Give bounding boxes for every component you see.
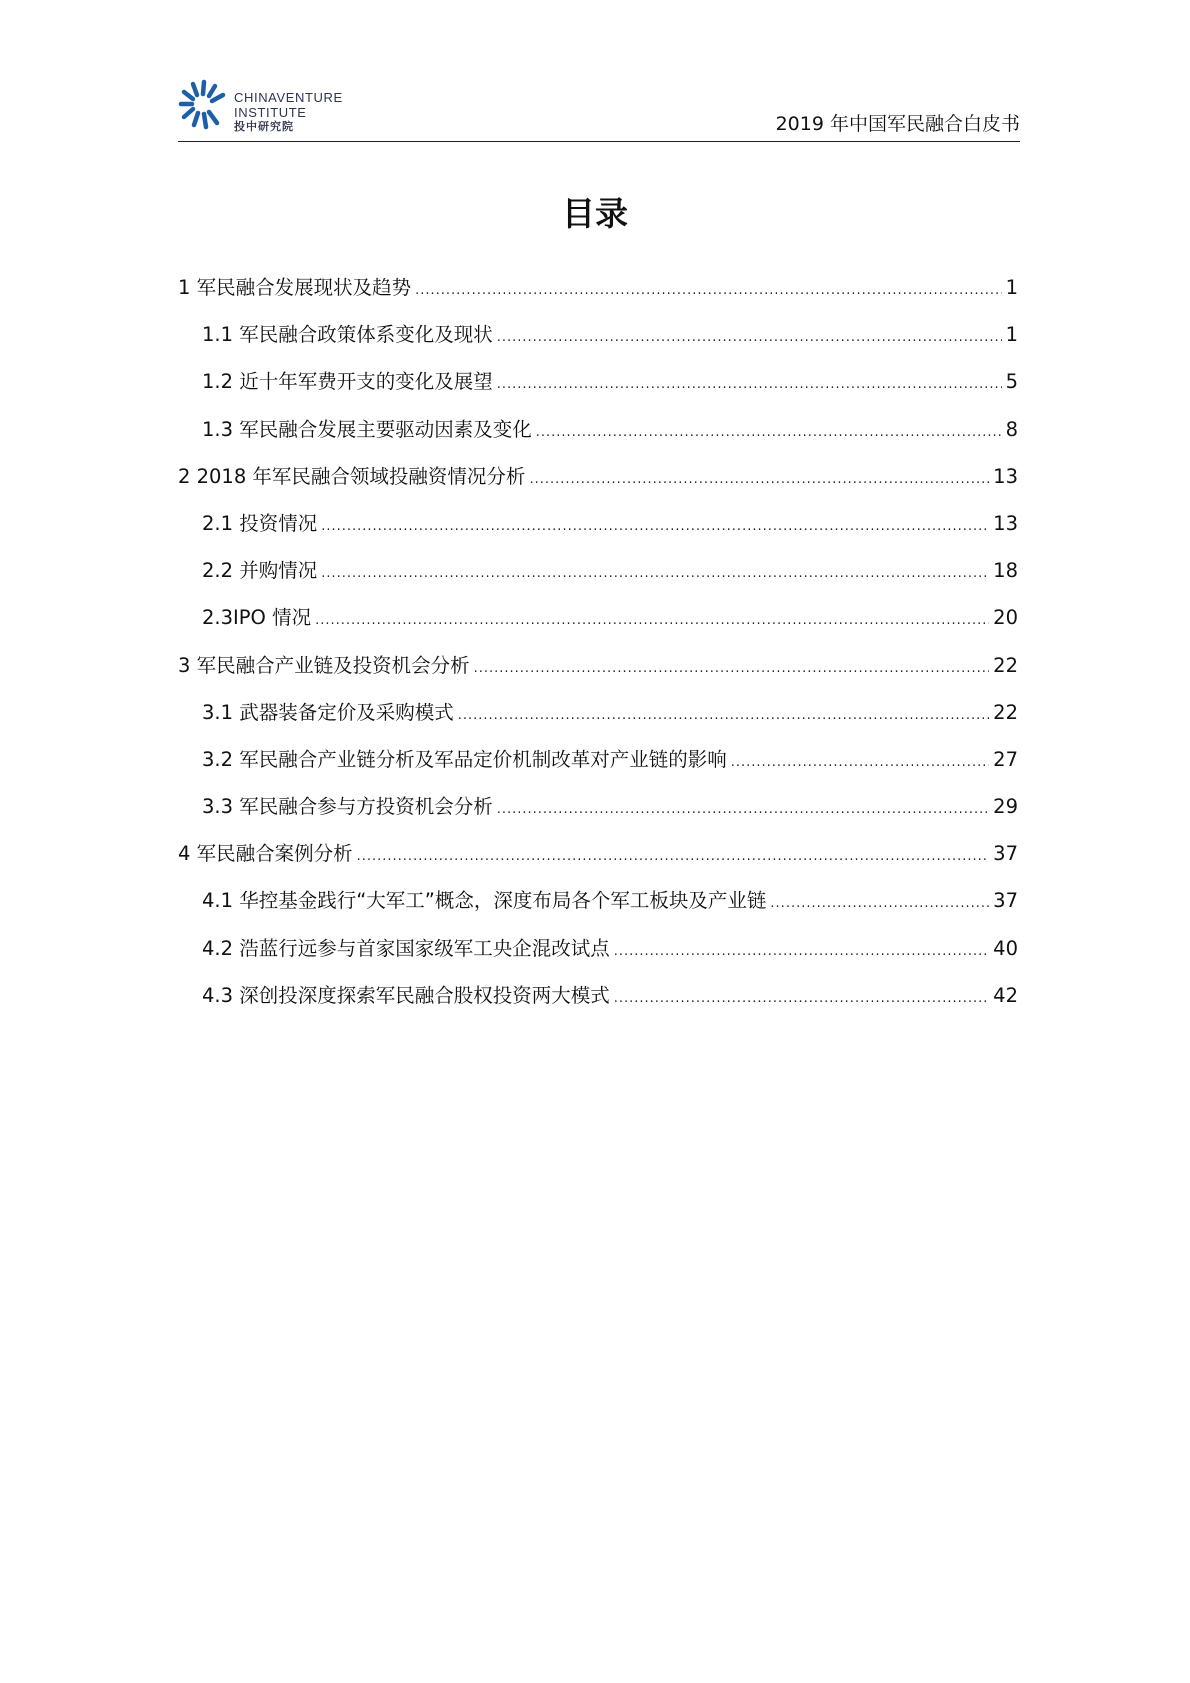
toc-entry-label: 1.1 军民融合政策体系变化及现状 (202, 323, 493, 347)
logo-cn: 投中研究院 (234, 121, 294, 133)
document-title: 2019 年中国军民融合白皮书 (775, 113, 1020, 135)
toc-entry-page: 1 (1005, 276, 1018, 299)
toc-entry[interactable] (178, 838, 1018, 885)
toc-entry-page: 37 (993, 842, 1018, 866)
toc-dot-leader (497, 330, 1002, 345)
toc-dot-leader (315, 613, 989, 628)
toc-dot-leader (357, 849, 990, 864)
toc-entry-page: 20 (993, 606, 1018, 630)
toc-entry-label: 3 军民融合产业链及投资机会分析 (178, 653, 470, 677)
toc-entry[interactable] (178, 272, 1018, 319)
toc-entry-label: 2.1 投资情况 (202, 511, 318, 535)
toc-entry-page: 27 (993, 747, 1018, 771)
toc-entry[interactable] (178, 602, 1018, 649)
toc-entry-label: 4 军民融合案例分析 (178, 842, 353, 866)
toc-dot-leader (321, 519, 989, 534)
sunburst-logo-icon (178, 78, 230, 130)
toc-entry[interactable] (178, 933, 1018, 980)
page-header (178, 72, 1020, 142)
toc-dot-leader (497, 802, 989, 817)
toc-entry-page: 13 (993, 464, 1018, 488)
toc-entry-label: 3.3 军民融合参与方投资机会分析 (202, 795, 493, 819)
toc-entry[interactable] (178, 791, 1018, 838)
chinaventure-logo (178, 78, 378, 133)
toc-dot-leader (614, 944, 989, 959)
header-divider (178, 141, 1020, 142)
toc-entry-label: 2 2018 年军民融合领域投融资情况分析 (178, 464, 526, 488)
toc-entry-page: 13 (993, 511, 1018, 535)
toc-entry-page: 5 (1005, 370, 1018, 394)
page-title: 目录 (562, 194, 628, 233)
toc-entry-label: 4.3 深创投深度探索军民融合股权投资两大模式 (202, 983, 610, 1007)
logo-wordmark (234, 90, 343, 135)
toc-entry-page: 40 (993, 936, 1018, 960)
toc-entry[interactable] (178, 885, 1018, 932)
toc-entry-label: 2.2 并购情况 (202, 559, 318, 583)
toc-entry-label: 1.3 军民融合发展主要驱动因素及变化 (202, 417, 532, 441)
toc-entry-label: 3.1 武器装备定价及采购模式 (202, 700, 454, 724)
toc-dot-leader (770, 896, 989, 911)
logo-en-line1: CHINAVENTURE (234, 90, 343, 105)
toc-entry-label: 2.3IPO 情况 (202, 606, 312, 630)
toc-dot-leader (614, 991, 989, 1006)
toc-entry-label: 1 军民融合发展现状及趋势 (178, 276, 412, 299)
toc-entry-page: 18 (993, 559, 1018, 583)
toc-entry-label: 1.2 近十年军费开支的变化及展望 (202, 370, 493, 394)
toc-entry-page: 29 (993, 795, 1018, 819)
toc-entry-label: 4.2 浩蓝行远参与首家国家级军工央企混改试点 (202, 936, 610, 960)
toc-entry[interactable] (178, 414, 1018, 461)
toc-entry-page: 42 (993, 983, 1018, 1007)
toc-entry[interactable] (178, 461, 1018, 508)
toc-entry-label: 3.2 军民融合产业链分析及军品定价机制改革对产业链的影响 (202, 747, 727, 771)
toc-entry[interactable] (178, 366, 1018, 413)
toc-entry[interactable] (178, 319, 1018, 366)
toc-entry[interactable] (178, 650, 1018, 697)
table-of-contents (178, 272, 1018, 1027)
toc-entry[interactable] (178, 744, 1018, 791)
toc-entry-page: 22 (993, 653, 1018, 677)
toc-dot-leader (529, 472, 989, 487)
toc-dot-leader (474, 661, 990, 676)
logo-en-line2: INSTITUTE (234, 105, 307, 120)
toc-entry[interactable] (178, 508, 1018, 555)
toc-dot-leader (415, 283, 1001, 298)
toc-dot-leader (321, 566, 989, 581)
toc-dot-leader (536, 425, 1002, 440)
toc-dot-leader (497, 377, 1002, 392)
toc-entry-page: 8 (1005, 417, 1018, 441)
toc-entry-label: 4.1 华控基金践行“大军工”概念，深度布局各个军工板块及产业链 (202, 889, 767, 913)
toc-entry[interactable] (178, 697, 1018, 744)
toc-dot-leader (458, 708, 989, 723)
toc-entry-page: 22 (993, 700, 1018, 724)
toc-entry[interactable] (178, 980, 1018, 1027)
toc-entry-page: 37 (993, 889, 1018, 913)
toc-entry-page: 1 (1005, 323, 1018, 347)
toc-dot-leader (731, 755, 989, 770)
toc-entry[interactable] (178, 555, 1018, 602)
